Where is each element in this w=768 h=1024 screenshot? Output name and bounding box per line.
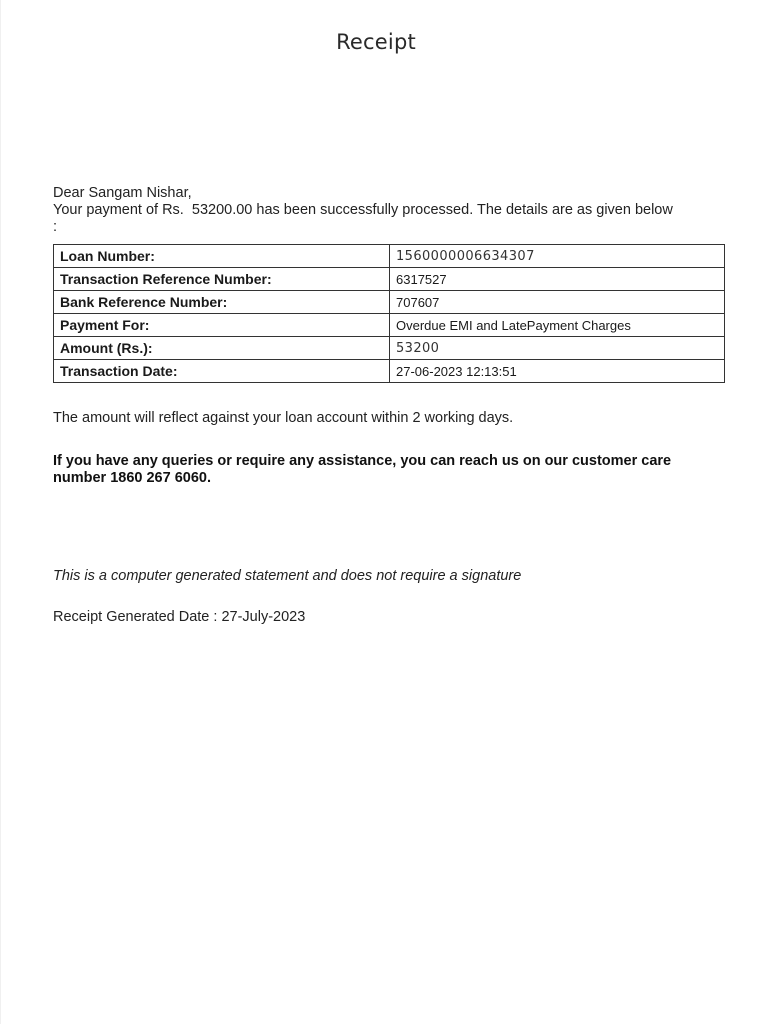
payment-message: Your payment of Rs. 53200.00 has been successfully processed. The details are as given below	[53, 202, 673, 218]
table-row	[54, 245, 725, 268]
amount-label: Amount (Rs.):	[54, 337, 390, 360]
transaction-reference-label: Transaction Reference Number:	[54, 268, 390, 291]
reflect-note: The amount will reflect against your loan account within 2 working days.	[53, 410, 514, 426]
table-row	[54, 360, 725, 383]
amount-value: 53200	[390, 337, 725, 360]
loan-number-label: Loan Number:	[54, 245, 390, 268]
table-row	[54, 337, 725, 360]
receipt-generated-date: Receipt Generated Date : 27-July-2023	[53, 609, 306, 625]
customer-care-note: If you have any queries or require any assistance, you can reach us on our customer care number 1860 267 6060.	[53, 453, 672, 486]
transaction-date-label: Transaction Date:	[54, 360, 390, 383]
payment-message-continuation: :	[53, 219, 58, 235]
salutation: Dear Sangam Nishar,	[53, 185, 192, 201]
loan-number-value: 1560000006634307	[390, 245, 725, 268]
bank-reference-label: Bank Reference Number:	[54, 291, 390, 314]
transaction-details-table	[53, 244, 725, 383]
table-row	[54, 291, 725, 314]
table-row	[54, 268, 725, 291]
greeting-block	[53, 185, 733, 236]
computer-generated-note: This is a computer generated statement and does not require a signature	[53, 568, 522, 584]
transaction-date-value: 27-06-2023 12:13:51	[390, 360, 725, 383]
payment-for-value: Overdue EMI and LatePayment Charges	[390, 314, 725, 337]
table-row	[54, 314, 725, 337]
payment-for-label: Payment For:	[54, 314, 390, 337]
page-title: Receipt	[336, 30, 416, 54]
transaction-reference-value: 6317527	[390, 268, 725, 291]
bank-reference-value: 707607	[390, 291, 725, 314]
